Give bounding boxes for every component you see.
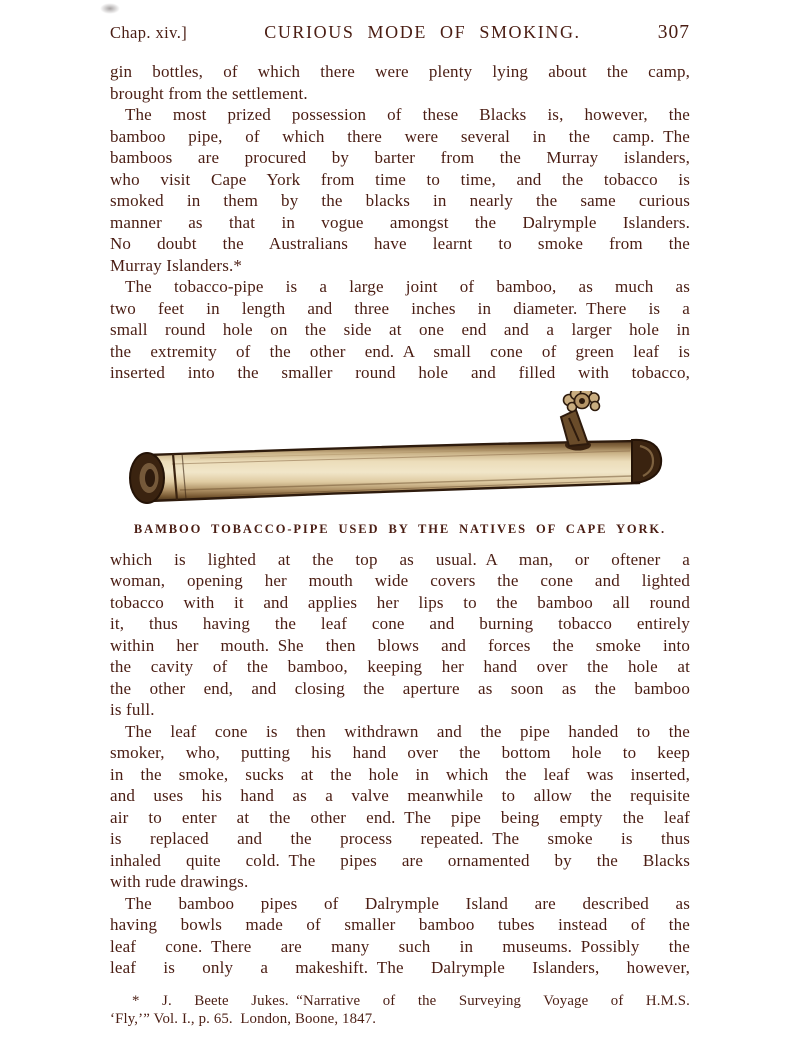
paragraph — [110, 992, 690, 1029]
page-number: 307 — [657, 22, 690, 43]
text-line: inserted into the smaller round hole and filled with tobacco, — [110, 363, 690, 382]
text-line: air to enter at the other end. The pipe being empty the leaf — [110, 807, 690, 827]
text-line: the other end, and closing the aperture as soon as the bamboo — [110, 678, 690, 698]
text-line: The bamboo pipes of Dalrymple Island are described as — [125, 893, 690, 913]
text-line: The leaf cone is then withdrawn and the pipe handed to the — [125, 721, 690, 741]
paragraph — [110, 549, 690, 721]
text-line: woman, opening her mouth wide covers the cone and lighted — [110, 571, 690, 590]
text-line: two feet in length and three inches in diameter. There is a — [110, 298, 690, 318]
running-title: CURIOUS MODE OF SMOKING. — [264, 22, 581, 42]
text-line: smoked in them by the blacks in nearly the same curious — [110, 191, 690, 210]
pipe-body — [148, 441, 639, 501]
text-line: the extremity of the other end. A small cone of green leaf is — [110, 341, 690, 361]
text-line: the cavity of the bamboo, keeping her hand over the hole at — [110, 657, 690, 676]
paragraph — [110, 61, 690, 104]
body-text-before-figure — [110, 61, 690, 384]
footnote — [110, 992, 690, 1029]
text-line: gin bottles, of which there were plenty lying about the camp, — [110, 62, 690, 81]
text-line: ‘Fly,’” Vol. I., p. 65. London, Boone, 1847. — [110, 1011, 377, 1027]
leaf-rosette — [564, 391, 600, 412]
page-header — [110, 22, 690, 44]
paragraph — [110, 276, 690, 384]
leaf-cone — [561, 410, 588, 446]
text-line: The tobacco-pipe is a large joint of bamboo, as much as — [125, 277, 690, 296]
body-text-after-figure — [110, 549, 690, 979]
text-line: Murray Islanders.* — [110, 255, 243, 275]
text-line: tobacco with it and applies her lips to the bamboo all round — [110, 592, 690, 612]
text-line: manner as that in vogue amongst the Dalrymple Islanders. — [110, 212, 690, 232]
text-line: which is lighted at the top as usual. A man, or oftener a — [110, 549, 690, 569]
text-line: with rude drawings. — [110, 872, 249, 891]
text-line: leaf cone. There are many such in museums. Possibly the — [110, 936, 690, 956]
text-line: leaf is only a makeshift. The Dalrymple Islanders, however, — [110, 958, 690, 977]
paragraph — [110, 104, 690, 276]
scan-smudge — [100, 3, 120, 14]
pipe-right-cap — [632, 439, 661, 482]
text-line: is full. — [110, 700, 155, 719]
text-line: having bowls made of smaller bamboo tubes instead of the — [110, 915, 690, 934]
paragraph — [110, 721, 690, 893]
text-line: inhaled quite cold. The pipes are ornamented by the Blacks — [110, 850, 690, 870]
text-line: bamboos are procured by barter from the Murray islanders, — [110, 148, 690, 167]
bamboo-pipe-illustration — [110, 391, 690, 519]
text-line: who visit Cape York from time to time, and the tobacco is — [110, 169, 690, 189]
paragraph — [110, 893, 690, 979]
text-line: * J. Beete Jukes. “Narrative of the Surveying Voyage of H.M.S. — [132, 992, 690, 1009]
chapter-label: Chap. xiv.] — [110, 23, 188, 42]
text-line: is replaced and the process repeated. The smoke is thus — [110, 829, 690, 848]
text-line: brought from the settlement. — [110, 83, 308, 103]
text-line: bamboo pipe, of which there were several in the camp. The — [110, 126, 690, 146]
text-line: within her mouth. She then blows and forces the smoke into — [110, 635, 690, 655]
text-line: No doubt the Australians have learnt to smoke from the — [110, 234, 690, 253]
text-line: it, thus having the leaf cone and burning tobacco entirely — [110, 614, 690, 633]
figure — [110, 391, 690, 537]
text-line: small round hole on the side at one end and a larger hole in — [110, 320, 690, 339]
text-line: and uses his hand as a valve meanwhile to allow the requisite — [110, 786, 690, 805]
text-line: smoker, who, putting his hand over the bottom hole to keep — [110, 743, 690, 762]
figure-caption: BAMBOO TOBACCO-PIPE USED BY THE NATIVES OF CAPE YORK. — [133, 521, 667, 536]
text-line: in the smoke, sucks at the hole in which the leaf was inserted, — [110, 764, 690, 784]
text-line: The most prized possession of these Blacks is, however, the — [125, 105, 690, 124]
